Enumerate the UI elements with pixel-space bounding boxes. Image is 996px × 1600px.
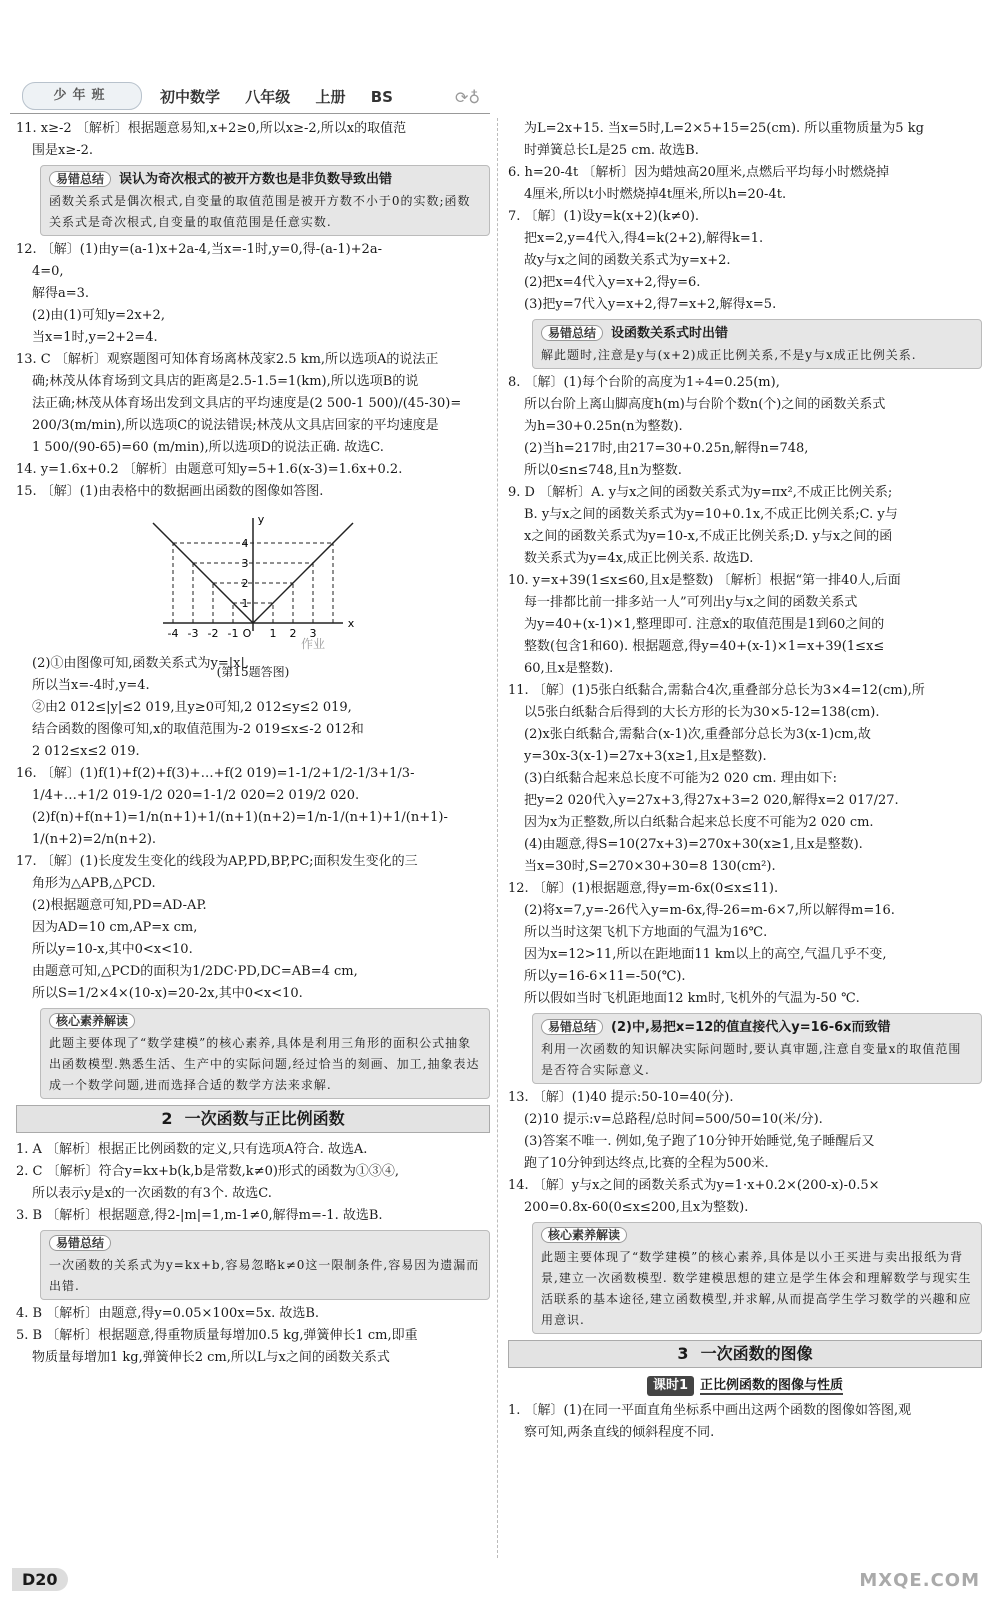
text-line: 为y=40+(x-1)×1,整理即可. 注意x的取值范围是1到60之间的	[524, 617, 885, 632]
text-line: 200=0.8x-60(0≤x≤200,且x为整数).	[524, 1200, 749, 1215]
text-line: 4厘米,所以t小时燃烧掉4t厘米,所以h=20-4t.	[524, 187, 787, 202]
text-line: x之间的函数关系式为y=10-x,不成正比例关系;D. y与x之间的函	[524, 529, 893, 544]
text-line: 60,且x是整数).	[524, 661, 614, 676]
note-label: 核心素养解读	[541, 1227, 627, 1243]
right-column	[508, 118, 982, 1444]
text-line: 围是x≥-2.	[32, 143, 94, 158]
x-tick-label: -1	[227, 627, 239, 640]
text-line: 13. C 〔解析〕观察题图可知体育场离林茂家2.5 km,所以选项A的说法正	[16, 352, 439, 367]
section-title	[508, 1340, 982, 1368]
brand-logo: 少年班	[22, 82, 142, 110]
text-line: 以5张白纸黏合后得到的大长方形的长为30×5-12=138(cm).	[524, 705, 880, 720]
graph-line-left	[153, 523, 253, 623]
column-divider	[497, 118, 498, 1558]
text-line: 把y=2 020代入y=27x+3,得27x+3=2 020,解得x=2 017/27.	[524, 793, 899, 808]
text-line: 所以S=1/2×4×(10-x)=20-2x,其中0<x<10.	[32, 986, 303, 1001]
x-axis-label: x	[347, 617, 355, 630]
text-line: (2)将x=7,y=-26代入y=m-6x,得-26=m-6×7,所以解得m=16.	[524, 903, 895, 918]
note-header	[541, 322, 973, 345]
header-volume: 上册	[315, 88, 346, 106]
y-axis-label: y	[257, 513, 265, 526]
page-number: D20	[12, 1568, 68, 1591]
text-line: 当x=1时,y=2+2=4.	[32, 330, 158, 345]
text-line: 1 500/(90-65)=60 (m/min),所以选项D的说法正确. 故选C.	[32, 440, 384, 455]
note-body: 解此题时,注意是y与(x+2)成正比例关系,不是y与x成正比例关系.	[541, 348, 917, 362]
text-line: (2)当h=217时,由217=30+0.25n,解得n=748,	[524, 441, 809, 456]
note-box	[40, 1230, 490, 1300]
text-line: 4. B 〔解析〕由题意,得y=0.05×100x=5x. 故选B.	[16, 1306, 320, 1321]
text-line: y=30x-3(x-1)=27x+3(x≥1,且x是整数).	[524, 749, 767, 764]
text-line: 察可知,两条直线的倾斜程度不同.	[524, 1425, 715, 1440]
text-line: 跑了10分钟到达终点,比赛的全程为500米.	[524, 1156, 769, 1171]
text-line: 11. 〔解〕(1)5张白纸黏合,需黏合4次,重叠部分总长为3×4=12(cm),所	[508, 683, 925, 698]
note-header	[49, 168, 481, 191]
y-tick-label: 3	[241, 557, 249, 570]
x-tick-label: 2	[289, 627, 297, 640]
text-line: 所以y=16-6×11=-50(℃).	[524, 969, 686, 984]
text-line: (3)白纸黏合起来总长度不可能为2 020 cm. 理由如下:	[524, 771, 838, 786]
text-line: 时弹簧总长L是25 cm. 故选B.	[524, 143, 699, 158]
note-box	[40, 1008, 490, 1099]
x-tick-label: 1	[269, 627, 277, 640]
note-label: 核心素养解读	[49, 1013, 135, 1029]
header-grade: 八年级	[245, 88, 291, 106]
header-subject: 初中数学	[160, 88, 221, 106]
note-label: 易错总结	[541, 1019, 603, 1035]
text-line: 故y与x之间的函数关系式为y=x+2.	[524, 253, 731, 268]
text-line: 12. 〔解〕(1)由y=(a-1)x+2a-4,当x=-1时,y=0,得-(a-1)+2a-	[16, 242, 382, 257]
x-tick-label: -2	[207, 627, 219, 640]
x-tick-label: O	[242, 627, 252, 640]
text-line: 因为AD=10 cm,AP=x cm,	[32, 920, 198, 935]
note-body: 一次函数的关系式为y=kx+b,容易忽略k≠0这一限制条件,容易因为遗漏而出错.	[49, 1258, 480, 1293]
note-body: 函数关系式是偶次根式,自变量的取值范围是被开方数不小于0的实数;函数关系式是奇次根式,自变量的取值范围是任意实数.	[49, 194, 471, 229]
text-line: 1/4+…+1/2 019-1/2 020=1-1/2 020=2 019/2 020.	[32, 788, 360, 803]
text-line: 2 012≤x≤2 019.	[32, 744, 140, 759]
lesson-title	[508, 1374, 982, 1397]
figure-15: -4 -3 -2 -1 O 1 2 3 4 3 2 1 x y (第15题答图) 作业	[16, 503, 490, 653]
note-body: 此题主要体现了“数学建模”的核心素养,具体是利用三角形的面积公式抽象出函数模型.熟悉生活、生产中的实际问题,经过恰当的刻画、加工,抽象表达成一个数学问题,进而选择合适的数学方法来求解.	[49, 1036, 480, 1092]
x-tick-label: -4	[167, 627, 179, 640]
left-column	[16, 118, 490, 1369]
note-title: 设函数关系式时出错	[611, 326, 729, 341]
y-tick-label: 4	[241, 537, 249, 550]
lesson-name: 正比例函数的图像与性质	[700, 1378, 844, 1393]
note-header	[49, 1233, 481, 1255]
section-name: 一次函数的图像	[700, 1344, 813, 1363]
text-line: 8. 〔解〕(1)每个台阶的高度为1÷4=0.25(m),	[508, 375, 780, 390]
text-line: 解得a=3.	[32, 286, 90, 301]
text-line: 1. 〔解〕(1)在同一平面直角坐标系中画出这两个函数的图像如答图,观	[508, 1403, 912, 1418]
text-line: 11. x≥-2 〔解析〕根据题意易知,x+2≥0,所以x≥-2,所以x的取值范	[16, 121, 407, 136]
text-line: 1. A 〔解析〕根据正比例函数的定义,只有选项A符合. 故选A.	[16, 1142, 368, 1157]
header-title	[160, 86, 413, 107]
text-line: 13. 〔解〕(1)40 提示:50-10=40(分).	[508, 1090, 734, 1105]
text-line: 所以0≤n≤748,且n为整数.	[524, 463, 682, 478]
x-tick-label: -3	[187, 627, 199, 640]
text-line: 角形为△APB,△PCD.	[32, 876, 156, 891]
header-edition: BS	[370, 88, 393, 106]
text-line: 7. 〔解〕(1)设y=k(x+2)(k≠0).	[508, 209, 700, 224]
figure-caption: (第15题答图)	[216, 665, 290, 679]
graph-svg	[103, 503, 403, 653]
text-line: (2)10 提示:v=总路程/总时间=500/50=10(米/分).	[524, 1112, 823, 1127]
text-line: 14. 〔解〕y与x之间的函数关系式为y=1·x+0.2×(200-x)-0.5×	[508, 1178, 880, 1193]
y-tick-label: 2	[241, 577, 249, 590]
text-line: 结合函数的图像可知,x的取值范围为-2 019≤x≤-2 012和	[32, 722, 364, 737]
text-line: 数关系式为y=4x,成正比例关系. 故选D.	[524, 551, 754, 566]
note-box	[532, 1222, 982, 1334]
x-tick-label: 3	[309, 627, 317, 640]
note-label: 易错总结	[49, 171, 111, 187]
text-line: 4=0,	[32, 264, 64, 279]
text-line: (2)f(n)+f(n+1)=1/n(n+1)+1/(n+1)(n+2)=1/n-1/(n+1)+1/(n+1)-	[32, 810, 448, 825]
note-body: 利用一次函数的知识解决实际问题时,要认真审题,注意自变量x的取值范围是否符合实际意义.	[541, 1042, 962, 1077]
text-line: 所以表示y是x的一次函数的有3个. 故选C.	[32, 1186, 272, 1201]
text-line: 200/3(m/min),所以选项C的说法错误;林茂从文具店回家的平均速度是	[32, 418, 439, 433]
text-line: 所以假如当时飞机距地面12 km时,飞机外的气温为-50 ℃.	[524, 991, 860, 1006]
note-title: (2)中,易把x=12的值直接代入y=16-6x而致错	[611, 1020, 891, 1035]
text-line: 2. C 〔解析〕符合y=kx+b(k,b是常数,k≠0)形式的函数为①③④,	[16, 1164, 400, 1179]
text-line: ②由2 012≤|y|≤2 019,且y≥0可知,2 012≤y≤2 019,	[32, 700, 352, 715]
text-line: 9. D 〔解析〕A. y与x之间的函数关系式为y=πx²,不成正比例关系;	[508, 485, 893, 500]
text-line: 15. 〔解〕(1)由表格中的数据画出函数的图像如答图.	[16, 484, 324, 499]
text-line: 因为x=12>11,所以在距地面11 km以上的高空,气温几乎不变,	[524, 947, 887, 962]
text-line: (3)答案不唯一. 例如,兔子跑了10分钟开始睡觉,兔子睡醒后又	[524, 1134, 875, 1149]
page-header	[10, 82, 490, 112]
note-title: 误认为奇次根式的被开方数也是非负数导致出错	[119, 172, 393, 187]
text-line: 由题意可知,△PCD的面积为1/2DC·PD,DC=AB=4 cm,	[32, 964, 358, 979]
section-number: 2	[161, 1109, 173, 1128]
text-line: 因为x为正整数,所以白纸黏合起来总长度不可能为2 020 cm.	[524, 815, 874, 830]
text-line: (2)根据题意可知,PD=AD-AP.	[32, 898, 207, 913]
text-line: 5. B 〔解析〕根据题意,得重物质量每增加0.5 kg,弹簧伸长1 cm,即重	[16, 1328, 418, 1343]
section-number: 3	[677, 1344, 689, 1363]
y-tick-label: 1	[241, 597, 249, 610]
text-line: 确;林茂从体育场到文具店的距离是2.5-1.5=1(km),所以选项B的说	[32, 374, 419, 389]
decoration-icon: ⟳♁	[455, 88, 481, 107]
text-line: 所以y=10-x,其中0<x<10.	[32, 942, 193, 957]
text-line: 所以台阶上离山脚高度h(m)与台阶个数n(个)之间的函数关系式	[524, 397, 886, 412]
note-header	[541, 1225, 973, 1247]
note-header	[49, 1011, 481, 1033]
text-line: (2)由(1)可知y=2x+2,	[32, 308, 165, 323]
text-line: 6. h=20-4t 〔解析〕因为蜡烛高20厘米,点燃后平均每小时燃烧掉	[508, 165, 890, 180]
text-line: 当x=30时,S=270×30+30=8 130(cm²).	[524, 859, 776, 874]
graph-line-right	[253, 523, 353, 623]
text-line: (2)①由图像可知,函数关系式为y=|x|,	[32, 656, 250, 671]
text-line: (4)由题意,得S=10(27x+3)=270x+30(x≥1,且x是整数).	[524, 837, 863, 852]
header-rule	[10, 113, 490, 114]
note-label: 易错总结	[541, 325, 603, 341]
text-line: 16. 〔解〕(1)f(1)+f(2)+f(3)+…+f(2 019)=1-1/2+1/2-1/3+1/3-	[16, 766, 415, 781]
text-line: 17. 〔解〕(1)长度发生变化的线段为AP,PD,BP,PC;面积发生变化的三	[16, 854, 418, 869]
text-line: 12. 〔解〕(1)根据题意,得y=m-6x(0≤x≤11).	[508, 881, 779, 896]
text-line: 整数(包含1和60). 根据题意,得y=40+(x-1)×1=x+39(1≤x≤	[524, 639, 885, 654]
watermark: MXQE.COM	[859, 1570, 980, 1591]
section-title	[16, 1105, 490, 1133]
text-line: (2)把x=4代入y=x+2,得y=6.	[524, 275, 701, 290]
page-footer	[12, 1568, 980, 1598]
note-header	[541, 1016, 973, 1039]
text-line: 所以当时这架飞机下方地面的气温为16℃.	[524, 925, 768, 940]
text-line: 为L=2x+15. 当x=5时,L=2×5+15=25(cm). 所以重物质量为5 kg	[524, 121, 924, 136]
text-line: 1/(n+2)=2/n(n+2).	[32, 832, 157, 847]
text-line: 10. y=x+39(1≤x≤60,且x是整数) 〔解析〕根据“第一排40人,后面	[508, 573, 901, 588]
text-line: (2)x张白纸黏合,需黏合(x-1)次,重叠部分总长为3(x-1)cm,故	[524, 727, 871, 742]
text-line: 3. B 〔解析〕根据题意,得2-|m|=1,m-1≠0,解得m=-1. 故选B.	[16, 1208, 383, 1223]
note-label: 易错总结	[49, 1235, 111, 1251]
note-box	[40, 165, 490, 236]
text-line: 把x=2,y=4代入,得4=k(2+2),解得k=1.	[524, 231, 764, 246]
text-line: 物质量每增加1 kg,弹簧伸长2 cm,所以L与x之间的函数关系式	[32, 1350, 390, 1365]
text-line: (3)把y=7代入y=x+2,得7=x+2,解得x=5.	[524, 297, 777, 312]
note-box	[532, 319, 982, 369]
text-line: 法正确;林茂从体育场出发到文具店的平均速度是(2 500-1 500)/(45-30)=	[32, 396, 462, 411]
text-line: 14. y=1.6x+0.2 〔解析〕由题意可知y=5+1.6(x-3)=1.6x+0.2.	[16, 462, 403, 477]
section-name: 一次函数与正比例函数	[184, 1109, 345, 1128]
note-box	[532, 1013, 982, 1084]
text-line: B. y与x之间的函数关系式为y=10+0.1x,不成正比例关系;C. y与	[524, 507, 898, 522]
text-line: 每一排都比前一排多站一人”可列出y与x之间的函数关系式	[524, 595, 858, 610]
text-line: 所以当x=-4时,y=4.	[32, 678, 150, 693]
note-body: 此题主要体现了“数学建模”的核心素养,具体是以小王买进与卖出报纸为背景,建立一次函数模型. 数学建模思想的建立是学生体会和理解数学与现实生活联系的基本途径,建立函数模型,并求解,从而提高学生学习数学的兴趣和应用意识.	[541, 1250, 972, 1327]
lesson-badge: 课时1	[647, 1376, 694, 1396]
text-line: 为h=30+0.25n(n为整数).	[524, 419, 683, 434]
